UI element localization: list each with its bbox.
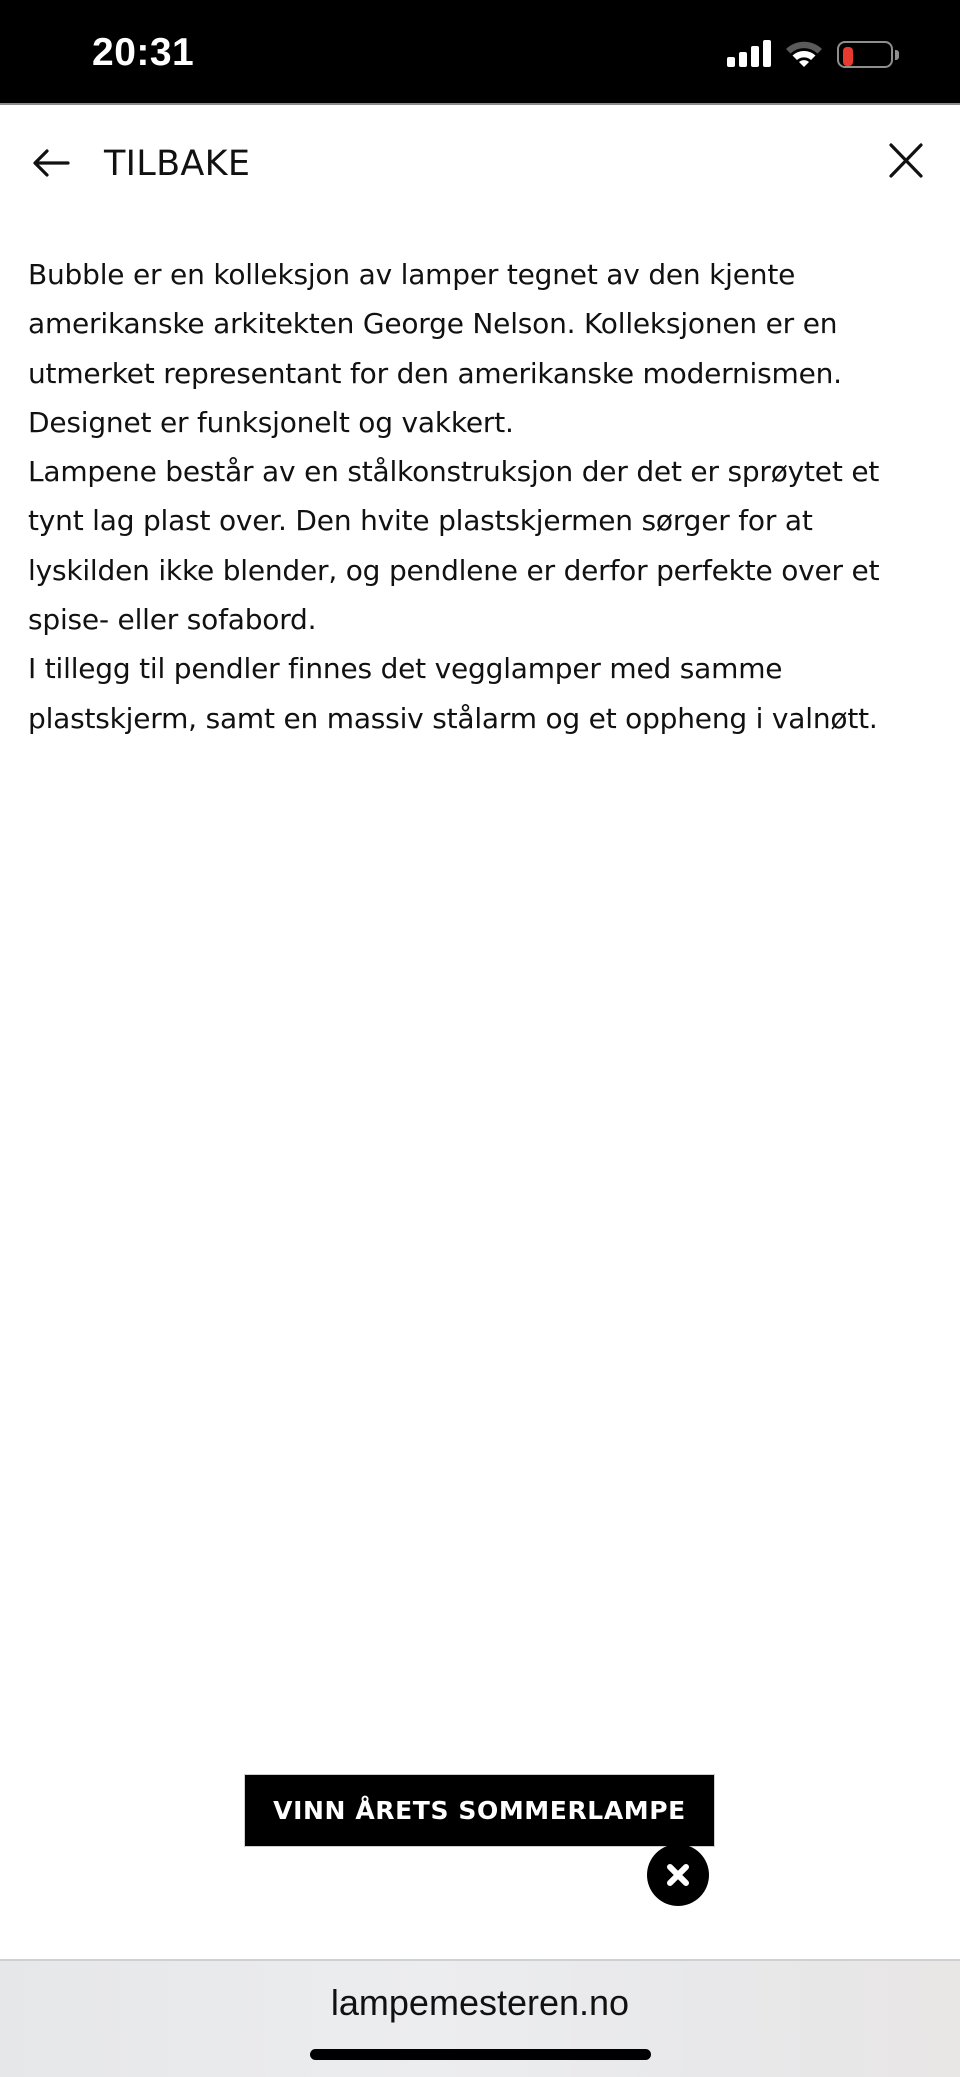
promo-close-button[interactable]	[647, 1844, 709, 1906]
text-line: I tillegg til pendler finnes det vegglamper med samme	[28, 652, 783, 686]
text-line: Designet er funksjonelt og vakkert.	[28, 405, 514, 439]
text-line: tynt lag plast over. Den hvite plastskjermen sørger for at	[28, 504, 813, 538]
battery-low-icon	[837, 41, 899, 69]
text-line: amerikanske arkitekten George Nelson. Kolleksjonen er en	[28, 307, 838, 341]
close-button[interactable]	[882, 137, 930, 185]
status-bar	[0, 0, 960, 105]
page-header	[0, 107, 960, 219]
text-line: lyskilden ikke blender, og pendlene er derfor perfekte over et	[28, 553, 880, 587]
text-line: Lampene består av en stålkonstruksjon der det er sprøytet et	[28, 455, 880, 489]
close-icon	[882, 137, 930, 185]
text-line: plastskjerm, samt en massiv stålarm og et oppheng i valnøtt.	[28, 701, 878, 735]
text-line: utmerket representant for den amerikanske modernismen.	[28, 356, 842, 390]
back-label: TILBAKE	[104, 144, 251, 184]
promo-label: VINN ÅRETS SOMMERLAMPE	[273, 1796, 686, 1825]
status-time: 20:31	[92, 31, 195, 74]
battery-tip	[895, 50, 899, 60]
close-circle-icon	[663, 1860, 693, 1890]
home-indicator[interactable]	[310, 2049, 651, 2060]
description-paragraph	[28, 644, 938, 743]
description-paragraph	[28, 447, 938, 644]
text-line: spise- eller sofabord.	[28, 603, 317, 637]
text-line: Bubble er en kolleksjon av lamper tegnet av den kjente	[28, 258, 796, 291]
product-description	[28, 250, 938, 743]
description-paragraph	[28, 250, 938, 447]
battery-level	[843, 47, 853, 66]
wifi-icon	[784, 38, 824, 68]
battery-outline	[837, 41, 893, 68]
arrow-left-icon	[28, 143, 72, 183]
browser-address-bar	[0, 1959, 960, 2077]
back-button[interactable]	[28, 135, 250, 191]
url-label[interactable]: lampemesteren.no	[330, 1982, 630, 2023]
cellular-signal-icon	[727, 40, 773, 67]
promo-button[interactable]	[244, 1774, 715, 1847]
